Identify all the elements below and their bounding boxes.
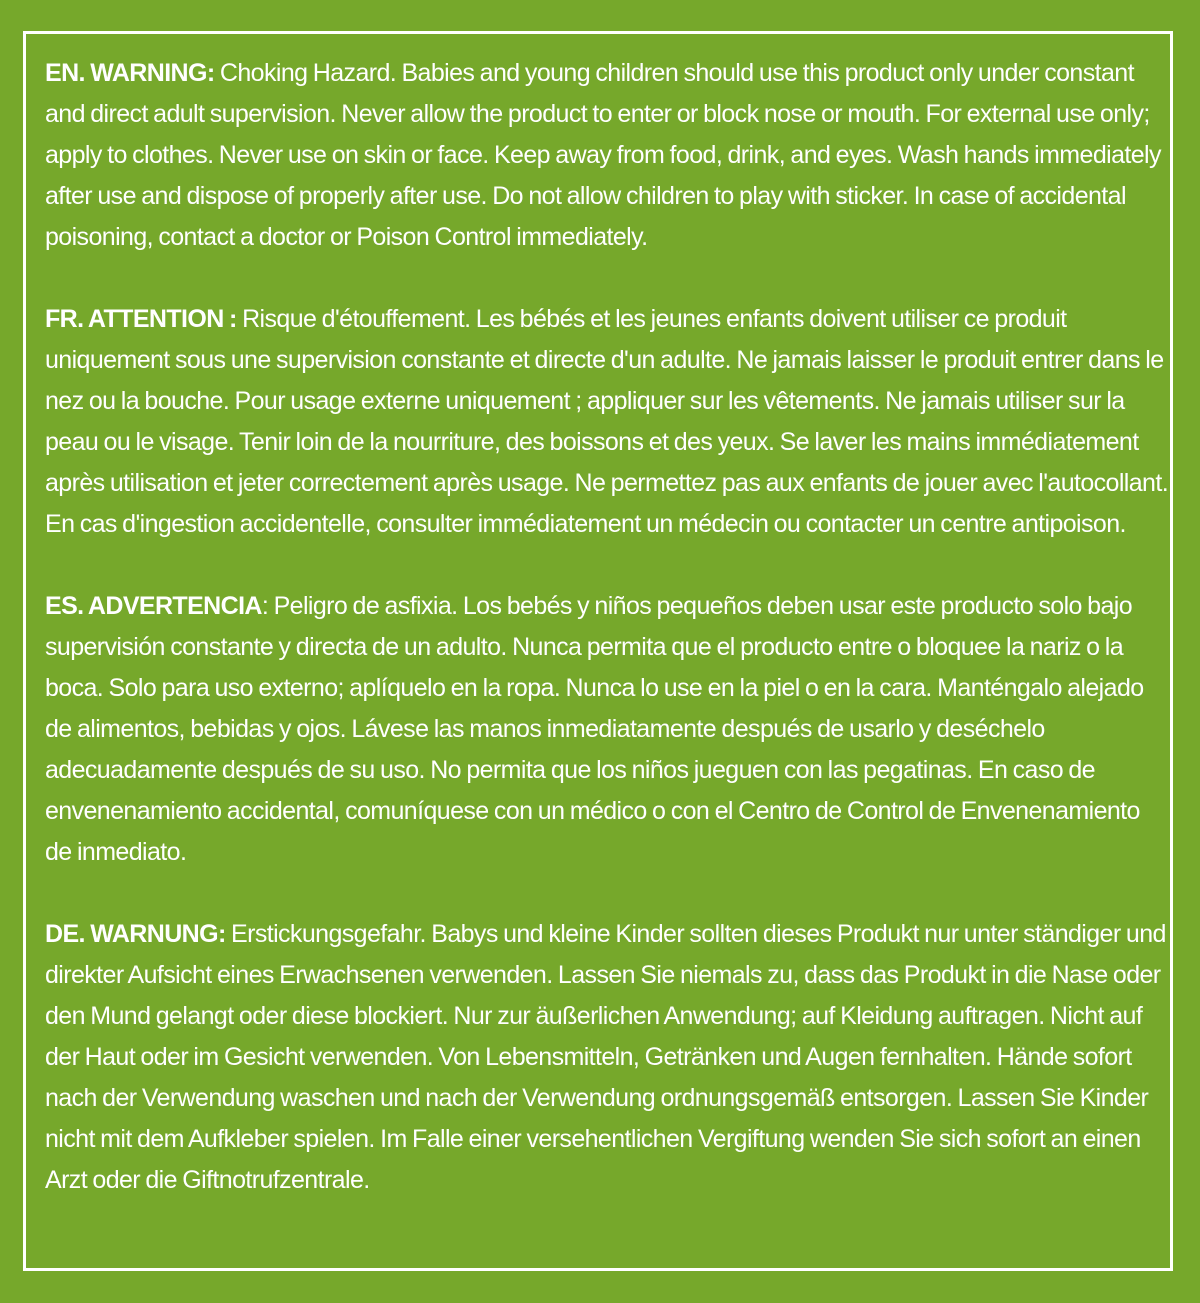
warning-section-fr	[45, 299, 1170, 545]
section-text-de: Erstickungsgefahr. Babys und kleine Kinder sollten dieses Produkt nur unter ständiger und direkter Aufsicht eines Erwachsenen verwenden. Lassen Sie niemals zu, dass das Produkt in die Nase oder den Mund gelangt oder diese blockiert. Nur zur äußerlichen Anwendung; auf Kleidung auftragen. Nicht auf der Haut oder im Gesicht verwenden. Von Lebensmitteln, Getränken und Augen fernhalten. Hände sofort nach der Verwendung waschen und nach der Verwendung ordnungsgemäß entsorgen. Lassen Sie Kinder nicht mit dem Aufkleber spielen. Im Falle einer versehentlichen Vergiftung wenden Sie sich sofort an einen Arzt oder die Giftnotrufzentrale.	[45, 920, 1166, 1194]
warning-panel	[45, 53, 1170, 1242]
warning-section-en	[45, 53, 1170, 258]
warning-section-de	[45, 914, 1170, 1201]
section-label-de: DE. WARNUNG:	[45, 920, 226, 948]
section-label-es: ES. ADVERTENCIA	[45, 592, 262, 620]
section-text-en: Choking Hazard. Babies and young children should use this product only under constant and direct adult supervision. Never allow the product to enter or block nose or mouth. For external use only; apply to clothes. Never use on skin or face. Keep away from food, drink, and eyes. Wash hands immediately after use and dispose of properly after use. Do not allow children to play with sticker. In case of accidental poisoning, contact a doctor or Poison Control immediately.	[45, 59, 1161, 251]
section-label-fr: FR. ATTENTION :	[45, 305, 237, 333]
section-text-fr: Risque d'étouffement. Les bébés et les jeunes enfants doivent utiliser ce produit uniquement sous une supervision constante et directe d'un adulte. Ne jamais laisser le produit entrer dans le nez ou la bouche. Pour usage externe uniquement ; appliquer sur les vêtements. Ne jamais utiliser sur la peau ou le visage. Tenir loin de la nourriture, des boissons et des yeux. Se laver les mains immédiatement après utilisation et jeter correctement après usage. Ne permettez pas aux enfants de jouer avec l'autocollant. En cas d'ingestion accidentelle, consulter immédiatement un médecin ou contacter un centre antipoison.	[45, 305, 1169, 538]
section-text-es: : Peligro de asfixia. Los bebés y niños pequeños deben usar este producto solo bajo supervisión constante y directa de un adulto. Nunca permita que el producto entre o bloquee la nariz o la boca. Solo para uso externo; aplíquelo en la ropa. Nunca lo use en la piel o en la cara. Manténgalo alejado de alimentos, bebidas y ojos. Lávese las manos inmediatamente después de usarlo y deséchelo adecuadamente después de su uso. No permita que los niños jueguen con las pegatinas. En caso de envenenamiento accidental, comuníquese con un médico o con el Centro de Control de Envenenamiento de inmediato.	[45, 592, 1144, 866]
section-label-en: EN. WARNING:	[45, 59, 215, 87]
warning-section-es	[45, 586, 1170, 873]
